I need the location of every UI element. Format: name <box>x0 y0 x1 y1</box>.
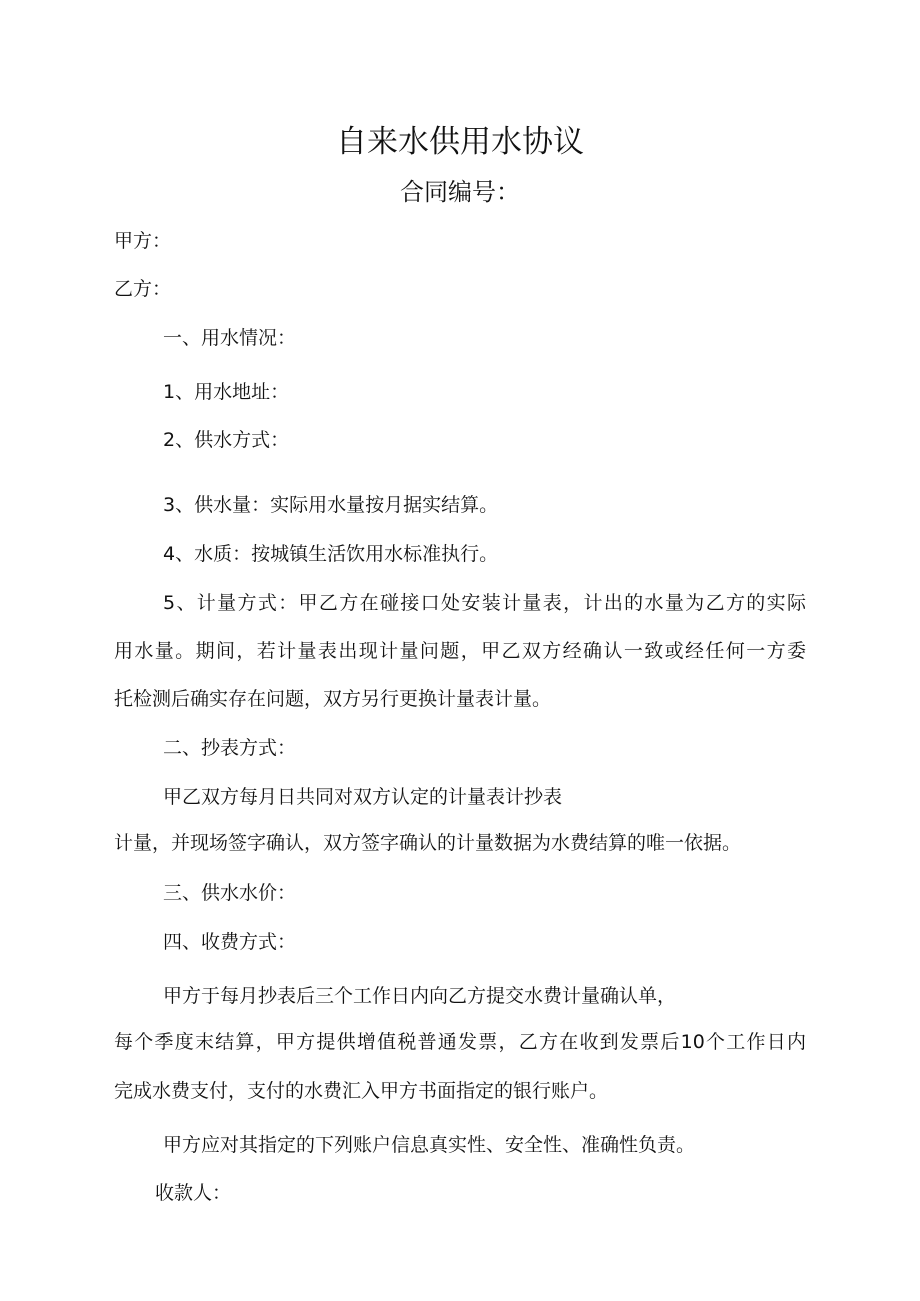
party-a-label: 甲方： <box>114 230 172 252</box>
section3-heading: 三、供水水价： <box>163 882 297 904</box>
section2-heading: 二、抄表方式： <box>163 737 297 759</box>
section2-paragraph-line1: 甲乙双方每月日共同对双方认定的计量表计抄表 <box>163 786 563 808</box>
section1-heading: 一、用水情况： <box>163 327 297 349</box>
section4-paragraph-line1: 甲方于每月抄表后三个工作日内向乙方提交水费计量确认单， <box>163 985 677 1007</box>
section1-item-supply-method: 2、供水方式： <box>163 429 290 451</box>
payee-label: 收款人： <box>155 1182 232 1204</box>
section4-paragraph-line4: 甲方应对其指定的下列账户信息真实性、安全性、准确性负责。 <box>163 1134 696 1156</box>
section1-item-metering-line1: 5、计量方式：甲乙方在碰接口处安装计量表，计出的水量为乙方的实际 <box>163 592 806 614</box>
section1-item-metering-line2: 用水量。期间，若计量表出现计量问题，甲乙双方经确认一致或经任何一方委 <box>114 640 806 662</box>
section1-item-supply-volume: 3、供水量：实际用水量按月据实结算。 <box>163 494 499 516</box>
section1-item-address: 1、用水地址： <box>163 381 290 403</box>
section4-paragraph-line2: 每个季度末结算，甲方提供增值税普通发票，乙方在收到发票后10个工作日内 <box>114 1031 806 1053</box>
section4-heading: 四、收费方式： <box>163 931 297 953</box>
document-title: 自来水供用水协议 <box>336 124 584 160</box>
section1-item-metering-line3: 托检测后确实存在问题，双方另行更换计量表计量。 <box>114 688 552 710</box>
section4-paragraph-line3: 完成水费支付，支付的水费汇入甲方书面指定的银行账户。 <box>114 1080 609 1102</box>
section1-item-water-quality: 4、水质：按城镇生活饮用水标准执行。 <box>163 543 499 565</box>
party-b-label: 乙方： <box>114 278 172 300</box>
section2-paragraph-line2: 计量，并现场签字确认，双方签字确认的计量数据为水费结算的唯一依据。 <box>114 832 742 854</box>
contract-number-label: 合同编号： <box>400 178 520 206</box>
